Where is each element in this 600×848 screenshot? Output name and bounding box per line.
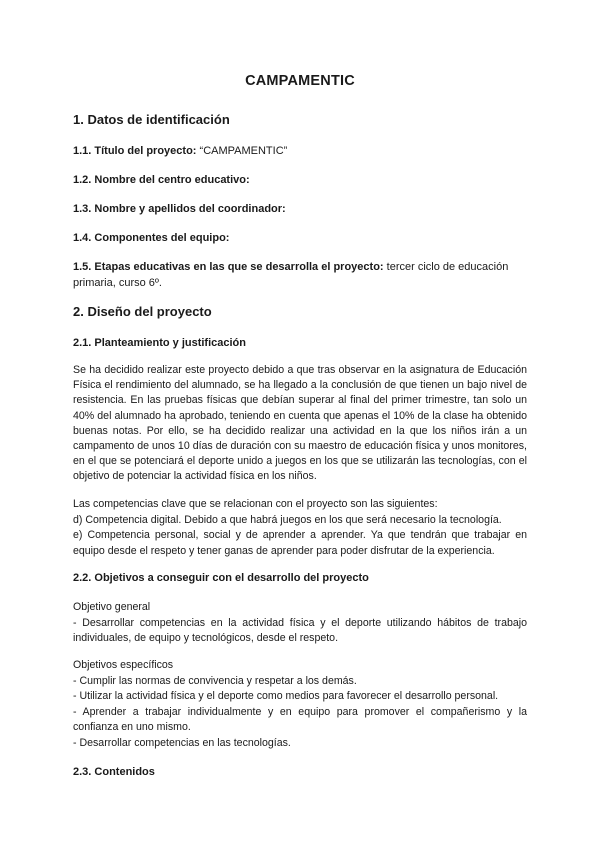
competency-item: d) Competencia digital. Debido a que habrá juegos en los que será necesario la tecnología. xyxy=(73,513,502,526)
general-objective-label: Objetivo general xyxy=(73,601,151,613)
subsection-2-3-heading: 2.3. Contenidos xyxy=(73,766,155,778)
field-value: tercer ciclo de educación primaria, curso 6º. xyxy=(73,261,509,289)
specific-objective-item: - Cumplir las normas de convivencia y respetar a los demás. xyxy=(73,674,357,687)
general-objective-block xyxy=(73,600,527,647)
specific-objectives-label: Objetivos específicos xyxy=(73,659,174,671)
field-team-members xyxy=(73,230,527,246)
competencies-block xyxy=(73,497,527,559)
section-2-heading: 2. Diseño del proyecto xyxy=(73,304,212,319)
section-1-heading: 1. Datos de identificación xyxy=(73,112,230,127)
subsection-2-1-heading: 2.1. Planteamiento y justificación xyxy=(73,337,246,349)
document-title: CAMPAMENTIC xyxy=(245,73,355,89)
field-label: 1.3. Nombre y apellidos del coordinador: xyxy=(73,203,286,215)
field-label: 1.4. Componentes del equipo: xyxy=(73,232,230,244)
general-objective-item: - Desarrollar competencias en la actividad física y el deporte utilizando hábitos de trabajo individuales, de equipo y tecnológicos, desde el respeto. xyxy=(73,616,527,645)
field-project-title xyxy=(73,143,527,159)
competency-item: e) Competencia personal, social y de aprender a aprender. Ya que tendrán que trabajar en equipo desde el respeto y tener ganas de aprender para poder disfrutar de la experiencia. xyxy=(73,529,527,557)
field-label: 1.5. Etapas educativas en las que se desarrolla el proyecto: xyxy=(73,261,384,273)
competencies-intro: Las competencias clave que se relacionan con el proyecto son las siguientes: xyxy=(73,498,438,510)
specific-objective-item: - Desarrollar competencias en las tecnologías. xyxy=(73,736,291,749)
field-value: “CAMPAMENTIC” xyxy=(196,145,288,157)
field-label: 1.2. Nombre del centro educativo: xyxy=(73,174,250,186)
specific-objectives-block xyxy=(73,658,527,752)
specific-objective-item: - Utilizar la actividad física y el deporte como medios para favorecer el desarrollo personal. xyxy=(73,690,499,703)
subsection-2-2-heading: 2.2. Objetivos a conseguir con el desarrollo del proyecto xyxy=(73,572,369,584)
specific-objective-item: - Aprender a trabajar individualmente y en equipo para promover el compañerismo y la confianza en uno mismo. xyxy=(73,705,527,734)
justification-paragraph: Se ha decidido realizar este proyecto debido a que tras observar en la asignatura de Educación Física el rendimiento del alumnado, se ha llegado a la conclusión de que tienen un bajo nivel de resistencia. En las pruebas físicas que debían superar al final del primer trimestre, tan solo un 40% del alumnado ha aprobado, teniendo en cuenta que apenas el 10% de la clase ha obtenido buenas notas. Por ello, se ha decidido realizar una actividad en la que los niños irán a un campamento de unos 10 días de duración con su maestro de educación física y unos monitores, en el que se potenciará el deporte unido a juegos en los que se utilizarán las tecnologías, con el objetivo de potenciar la actividad física en los niños. xyxy=(73,364,527,483)
field-coordinator-name xyxy=(73,201,527,217)
field-educational-stages xyxy=(73,259,527,291)
field-school-name xyxy=(73,172,527,188)
field-label: 1.1. Título del proyecto: xyxy=(73,145,197,157)
